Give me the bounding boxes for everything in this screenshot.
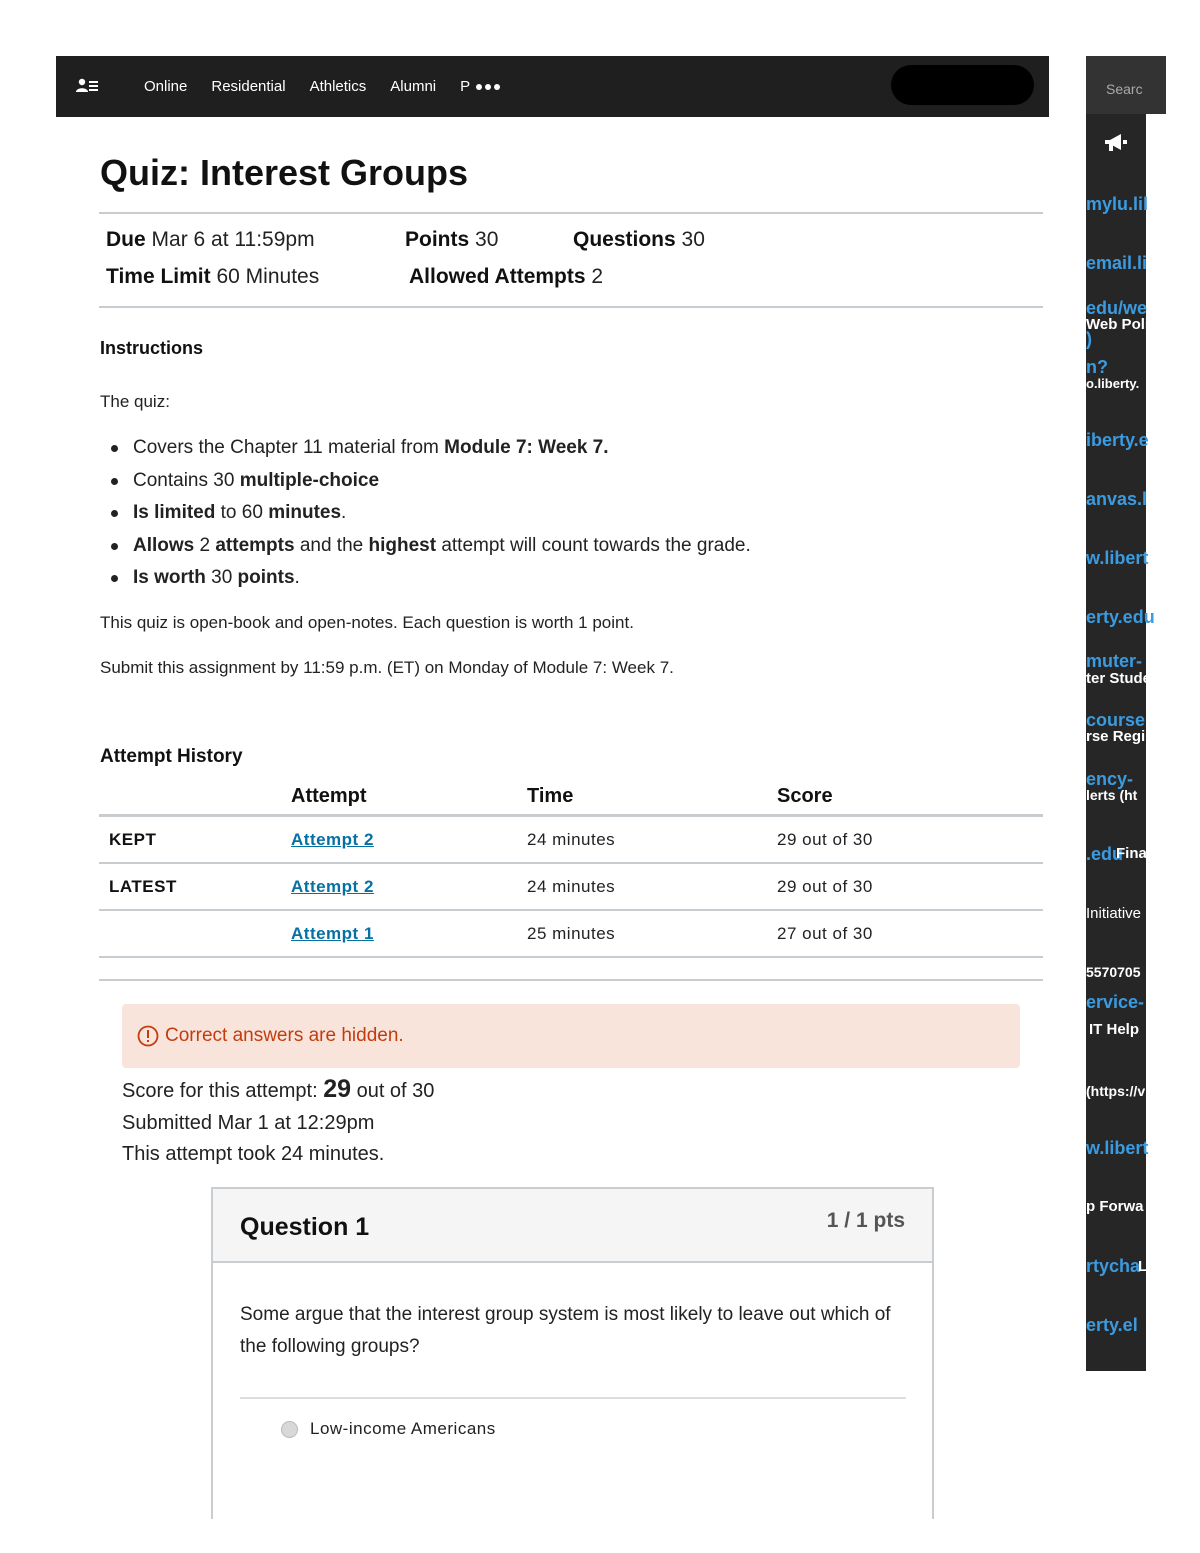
question-text: Some argue that the interest group system is most likely to leave out which of the following groups? <box>240 1304 891 1357</box>
attempt-score: 29 out of 30 <box>777 816 1043 864</box>
attempt-tag: KEPT <box>99 816 291 864</box>
sidebar-link[interactable]: muter- <box>1086 651 1143 671</box>
due-date <box>106 228 315 252</box>
nav-links <box>144 56 500 117</box>
sidebar-link[interactable]: course <box>1086 710 1146 730</box>
column-header: Time <box>527 779 777 816</box>
sidebar-text: Web Polic <box>1086 316 1158 333</box>
attempt-score: 29 out of 30 <box>777 863 1043 910</box>
sidebar-link[interactable]: erty.el <box>1086 1315 1138 1335</box>
megaphone-icon[interactable] <box>1103 132 1129 154</box>
sidebar-text: rse Regi <box>1086 728 1146 745</box>
points-value: 30 <box>475 228 499 251</box>
list-item: Allows 2 attempts and the highest attempt will count towards the grade. <box>100 533 751 566</box>
attempt-score-line: Score for this attempt: 29 out of 30 <box>122 1075 435 1103</box>
questions-value: 30 <box>681 228 705 251</box>
nav-truncated-item[interactable]: P <box>460 78 471 95</box>
sidebar-text: Fina <box>1116 845 1147 862</box>
sidebar-link[interactable]: anvas.l <box>1086 489 1148 509</box>
question-points: 1 / 1 pts <box>826 1209 905 1232</box>
table-row <box>99 910 1043 957</box>
attempt-tag <box>99 910 291 957</box>
sidebar-link[interactable]: .edu <box>1086 844 1124 864</box>
list-item: Contains 30 multiple-choice <box>100 468 751 501</box>
user-menu-icon[interactable] <box>76 78 98 94</box>
table-row <box>99 816 1043 864</box>
sidebar-link[interactable]: erty.edu <box>1086 607 1155 627</box>
sidebar-text: L <box>1138 1258 1148 1275</box>
radio-button[interactable] <box>281 1421 298 1438</box>
points <box>405 228 498 252</box>
sidebar-link[interactable]: w.libert <box>1086 1138 1149 1158</box>
nav-alumni[interactable]: Alumni <box>390 78 437 95</box>
attempt-history-heading: Attempt History <box>100 746 243 767</box>
page-title: Quiz: Interest Groups <box>100 152 469 193</box>
instructions-intro: The quiz: <box>100 392 170 411</box>
nav-athletics[interactable]: Athletics <box>309 78 367 95</box>
search-input[interactable]: Searc <box>1086 56 1166 114</box>
column-header: Attempt <box>291 779 527 816</box>
answer-option <box>281 1419 496 1439</box>
attempt-link[interactable]: Attempt 2 <box>291 829 374 849</box>
redacted-area <box>891 65 1034 105</box>
question-card <box>211 1187 934 1519</box>
questions-label: Questions <box>573 228 676 251</box>
attempt-time: 24 minutes <box>527 816 777 864</box>
due-value: Mar 6 at 11:59pm <box>151 228 315 251</box>
sidebar-link[interactable]: n? <box>1086 357 1108 377</box>
sidebar-link[interactable]: email.li <box>1086 253 1148 273</box>
sidebar-text: 5570705 <box>1086 964 1141 980</box>
instructions-list <box>100 435 751 598</box>
allowed-attempts <box>409 265 603 289</box>
attempt-link[interactable]: Attempt 2 <box>291 876 374 896</box>
attempt-duration: This attempt took 24 minutes. <box>122 1143 385 1165</box>
sidebar-text: p Forwa <box>1086 1198 1144 1215</box>
allowed-attempts-value: 2 <box>591 265 604 288</box>
instructions-deadline: Submit this assignment by 11:59 p.m. (ET) on Monday of Module 7: Week 7. <box>100 658 674 677</box>
divider <box>99 306 1043 308</box>
attempt-tag: LATEST <box>99 863 291 910</box>
sidebar-text: ter Stude <box>1086 670 1152 687</box>
list-item: Is worth 30 points. <box>100 565 751 598</box>
table-header-row <box>99 779 1043 816</box>
question-title: Question 1 <box>240 1213 370 1241</box>
nav-residential[interactable]: Residential <box>211 78 286 95</box>
answer-label: Low-income Americans <box>310 1419 496 1438</box>
sidebar-text: IT Help <box>1089 1021 1140 1038</box>
divider <box>99 212 1043 214</box>
main-content <box>56 117 1049 1497</box>
hidden-answers-alert <box>122 1004 1020 1068</box>
sidebar-text: lerts (ht <box>1086 787 1138 803</box>
questions <box>573 228 705 252</box>
sidebar-link[interactable]: edu/we <box>1086 298 1148 318</box>
attempt-time: 24 minutes <box>527 863 777 910</box>
sidebar-text: (https://v <box>1086 1083 1146 1099</box>
nav-online[interactable]: Online <box>144 78 188 95</box>
submitted-date: Submitted Mar 1 at 12:29pm <box>122 1112 375 1134</box>
divider <box>99 979 1043 981</box>
attempt-score-value: 29 <box>323 1075 352 1103</box>
table-row <box>99 863 1043 910</box>
instructions-heading: Instructions <box>100 338 204 358</box>
sidebar-link[interactable]: ) <box>1086 329 1092 349</box>
side-panel <box>1086 56 1158 1371</box>
attempt-link[interactable]: Attempt 1 <box>291 923 374 943</box>
more-options-icon[interactable] <box>476 84 500 90</box>
points-label: Points <box>405 228 470 251</box>
question-header <box>213 1189 932 1263</box>
sidebar-text: Initiative <box>1086 905 1142 922</box>
due-label: Due <box>106 228 146 251</box>
instructions-note: This quiz is open-book and open-notes. Each question is worth 1 point. <box>100 613 634 632</box>
sidebar-link[interactable]: iberty.e <box>1086 430 1149 450</box>
sidebar-link[interactable]: mylu.lil <box>1086 194 1149 214</box>
time-limit-value: 60 Minutes <box>216 265 320 288</box>
divider <box>240 1397 906 1399</box>
list-item: Covers the Chapter 11 material from Module 7: Week 7. <box>100 435 751 468</box>
list-item: Is limited to 60 minutes. <box>100 500 751 533</box>
sidebar-text: o.liberty. <box>1086 376 1140 391</box>
alert-text: Correct answers are hidden. <box>165 1025 404 1046</box>
allowed-attempts-label: Allowed Attempts <box>409 265 586 288</box>
sidebar-link[interactable]: ervice- <box>1086 992 1145 1012</box>
sidebar-link[interactable]: ency- <box>1086 769 1134 789</box>
column-header: Score <box>777 779 1043 816</box>
attempt-history-table <box>99 779 1043 958</box>
attempt-score: 27 out of 30 <box>777 910 1043 957</box>
column-header <box>99 779 291 816</box>
sidebar-link[interactable]: rtycha <box>1086 1256 1141 1276</box>
top-navigation-bar <box>56 56 1049 117</box>
time-limit-label: Time Limit <box>106 265 211 288</box>
time-limit <box>106 265 319 289</box>
warning-icon <box>137 1025 159 1047</box>
attempt-time: 25 minutes <box>527 910 777 957</box>
sidebar-link[interactable]: w.libert <box>1086 548 1149 568</box>
